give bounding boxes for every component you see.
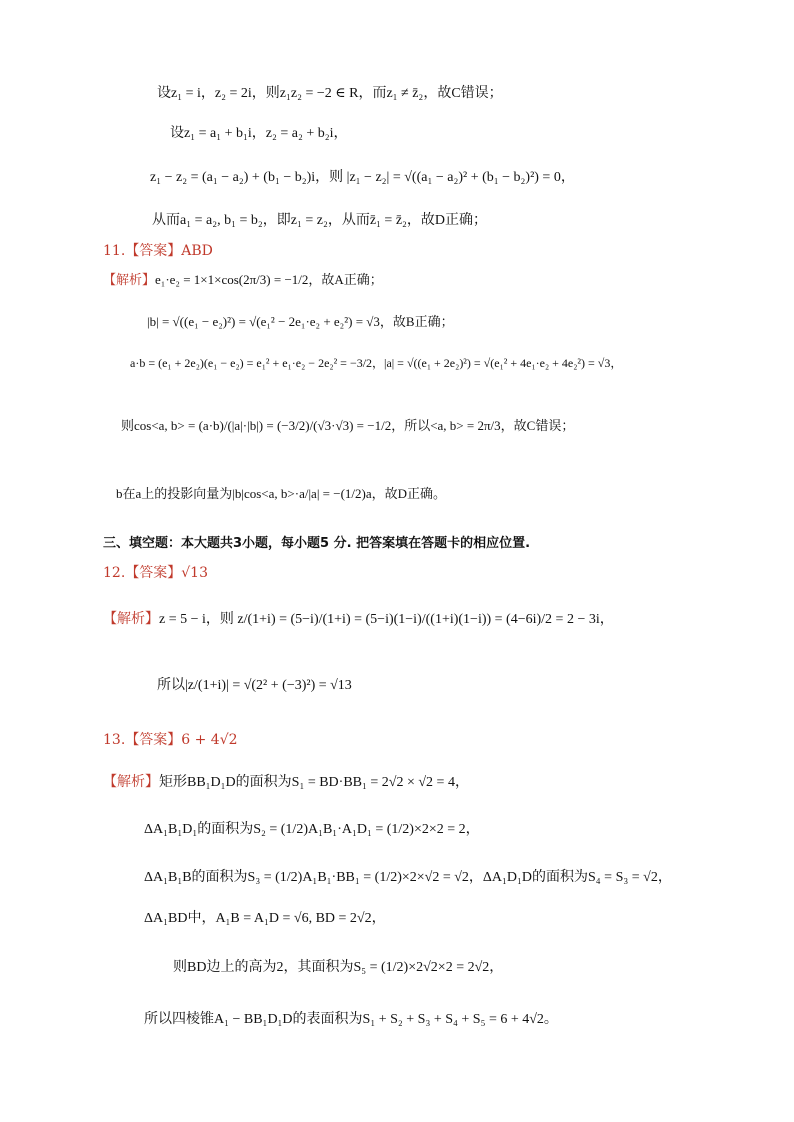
q12-explanation-1: 【解析】z = 5 − i，则 z/(1+i) = (5−i)/(1+i) = (5−i)(1−i)/((1+i)(1−i)) = (4−6i)/2 = 2 − 3i，	[103, 612, 614, 627]
q13-explanation-2: ΔA₁B₁D₁的面积为S₂ = (1/2)A₁B₁·A₁D₁ = (1/2)×2×2 = 2，	[144, 822, 480, 837]
q11-answer: 11.【答案】ABD	[103, 243, 213, 259]
q13-explanation-4: ΔA₁BD中，A₁B = A₁D = √6, BD = 2√2，	[144, 911, 386, 926]
solution-line-3: z₁ − z₂ = (a₁ − a₂) + (b₁ − b₂)i，则 |z₁ − z₂| = √((a₁ − a₂)² + (b₁ − b₂)²) = 0，	[150, 170, 575, 185]
q11-explanation-2: |b| = √((e₁ − e₂)²) = √(e₁² − 2e₁·e₂ + e₂²) = √3，故B正确；	[147, 314, 454, 329]
q13-explanation-6: 所以四棱锥A₁ − BB₁D₁D的表面积为S₁ + S₂ + S₃ + S₄ + S₅ = 6 + 4√2。	[144, 1012, 558, 1027]
solution-line-4: 从而a₁ = a₂, b₁ = b₂，即z₁ = z₂，从而z̄₁ = z̄₂，故D正确；	[152, 213, 488, 228]
q13-answer: 13.【答案】6 + 4√2	[103, 732, 238, 748]
q11-explanation-3: a·b = (e₁ + 2e₂)(e₁ − e₂) = e₁² + e₁·e₂ − 2e₂² = −3/2，|a| = √((e₁ + 2e₂)²) = √(e₁² + 4e₁·e₂ + 4e₂²) = √3，	[130, 356, 623, 370]
section-3-heading: 三、填空题：本大题共3小题，每小题5 分. 把答案填在答题卡的相应位置.	[103, 536, 531, 551]
q11-explanation-5: b在a上的投影向量为|b|cos<a, b>·a/|a| = −(1/2)a，故D正确。	[116, 486, 447, 501]
q13-explanation-5: 则BD边上的高为2，其面积为S₅ = (1/2)×2√2×2 = 2√2，	[173, 960, 504, 975]
solution-line-1: 设z₁ = i，z₂ = 2i，则z₁z₂ = −2 ∈ R，而z₁ ≠ z̄₂，故C错误；	[157, 86, 503, 101]
q13-explanation-1: 【解析】矩形BB₁D₁D的面积为S₁ = BD·BB₁ = 2√2 × √2 = 4，	[103, 775, 469, 790]
solution-line-2: 设z₁ = a₁ + b₁i，z₂ = a₂ + b₂i，	[170, 126, 348, 141]
q12-answer: 12.【答案】√13	[103, 565, 208, 581]
q12-explanation-2: 所以|z/(1+i)| = √(2² + (−3)²) = √13	[157, 678, 352, 693]
explanation-marker: 【解析】	[103, 272, 156, 287]
q11-explanation-4: 则cos<a, b> = (a·b)/(|a|·|b|) = (−3/2)/(√3·√3) = −1/2，所以<a, b> = 2π/3，故C错误；	[121, 418, 575, 433]
q13-explanation-3: ΔA₁B₁B的面积为S₃ = (1/2)A₁B₁·BB₁ = (1/2)×2×√2 = √2，ΔA₁D₁D的面积为S₄ = S₃ = √2，	[144, 870, 672, 885]
explanation-marker: 【解析】	[103, 612, 159, 627]
q11-explanation-1: 【解析】e₁·e₂ = 1×1×cos(2π/3) = −1/2，故A正确；	[103, 272, 383, 287]
explanation-marker: 【解析】	[103, 775, 159, 790]
